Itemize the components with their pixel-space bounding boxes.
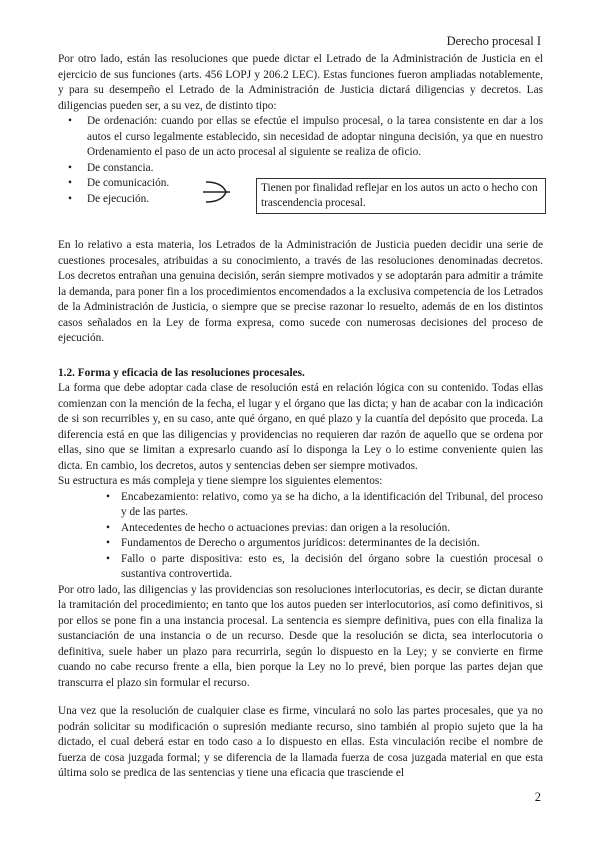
paragraph-forma: La forma que debe adoptar cada clase de resolución está en relación lógica con su contenido. Todas ellas comienzan con la mención de la fecha, el lugar y el órgano que las dicta; y han de acabar con la indicación de si son recurribles y, en su caso, ante qué órgano, en qué plazo y la cuantía del depósito que proceda. La diferencia está en que las diligencias y providencias no requieren dar razón de aquello que se ordena por ellas, sino que se limitan a expresarlo cuando así lo disponga la Ley o lo estime conveniente quien las dicta. En cambio, los decretos, autos y sentencias deben ser siempre motivados. [58, 382, 543, 472]
list-item: • De ordenación: cuando por ellas se efectúe el impulso procesal, o la tarea consistente en dar a los autos el curso legalmente establecido, sin necesidad de adoptar ninguna decisión, ya que en nuestro Ordenamiento el paso de un acto procesal al siguiente se realiza de oficio. [58, 114, 543, 161]
spacer [58, 691, 543, 704]
list-item: • De ejecución. [58, 192, 543, 208]
paragraph-estructura: Su estructura es más compleja y tiene siempre los siguientes elementos: [58, 475, 383, 487]
estructura-list [58, 490, 543, 583]
section-title: 1.2. Forma y eficacia de las resoluciones procesales. [58, 366, 305, 379]
note-box: Tienen por finalidad reflejar en los autos un acto o hecho con trascendencia procesal. [256, 178, 546, 214]
list-item: • Fallo o parte dispositiva: esto es, la decisión del órgano sobre la cuestión procesal o sustantiva controvertida. [58, 552, 543, 583]
right-arrow-icon [200, 178, 234, 206]
paragraph-interlocutorias: Por otro lado, las diligencias y las providencias son resoluciones interlocutorias, es decir, se dictan durante la tramitación del procedimiento; en tanto que los autos pueden ser interlocutorios, así como definitivos, si por ellos se pone fin a una instancia procesal. La sentencia es siempre definitiva, pues con ella finaliza la sustanciación de una instancia o de un recurso. Desde que la resolución se dicta, sea interlocutoria o definitiva, suele haber un plazo para recurrirla, según lo dispuesto en la Ley; y se convierte en firme cuando no cabe recurso frente a ella, bien porque la Ley no lo prevé, bien porque las partes dejan que transcurra el plazo sin formular el recurso. [58, 583, 543, 689]
paragraph-cosa-juzgada: Una vez que la resolución de cualquier clase es firme, vinculará no solo las partes procesales, que ya no podrán solicitar su modificación o supresión mediante recurso, sino también al propio sujeto que la ha dictado, el cual deberá estar en todo caso a lo dispuesto en ellas. Esta vinculación recibe el nombre de fuerza de cosa juzgada formal; y se diferencia de la llamada fuerza de cosa juzgada material en que esta última solo se predica de las sentencias y tiene una eficacia que trasciende el [58, 705, 543, 779]
list-item: • Fundamentos de Derecho o argumentos jurídicos: determinantes de la decisión. [58, 536, 543, 552]
spacer [58, 347, 543, 366]
list-item: • De comunicación. [58, 176, 543, 192]
list-item: • De constancia. [58, 161, 543, 177]
list-item: • Encabezamiento: relativo, como ya se ha dicho, a la identificación del Tribunal, del proceso y de las partes. [58, 490, 543, 521]
page-number: 2 [534, 790, 541, 804]
document-body [58, 52, 543, 782]
page-header: Derecho procesal I [446, 34, 541, 48]
list-item: • Antecedentes de hecho o actuaciones previas: dan origen a la resolución. [58, 521, 543, 537]
paragraph-decretos: En lo relativo a esta materia, los Letrados de la Administración de Justicia pueden decidir una serie de cuestiones procesales, atribuidas a su conocimiento, a través de las resoluciones denominadas decretos. Los decretos entrañan una genuina decisión, serán siempre motivados y se adoptarán para admitir a trámite la demanda, para poner fin a los procedimientos encomendados a la exclusiva competencia de los Letrados de la Administración de Justicia, o siempre que se precise razonar lo resuelto, además de en los distintos casos señalados en la Ley de forma expresa, como sucede con numerosas decisiones del proceso de ejecución. [58, 239, 543, 344]
paragraph-intro: Por otro lado, están las resoluciones que puede dictar el Letrado de la Administración de Justicia en el ejercicio de sus funciones (arts. 456 LOPJ y 206.2 LEC). Estas funciones fueron ampliadas notablemente, y para su desempeño el Letrado de la Administración de Justicia dictará diligencias y decretos. Las diligencias pueden ser, a su vez, de distinto tipo: [58, 53, 543, 112]
